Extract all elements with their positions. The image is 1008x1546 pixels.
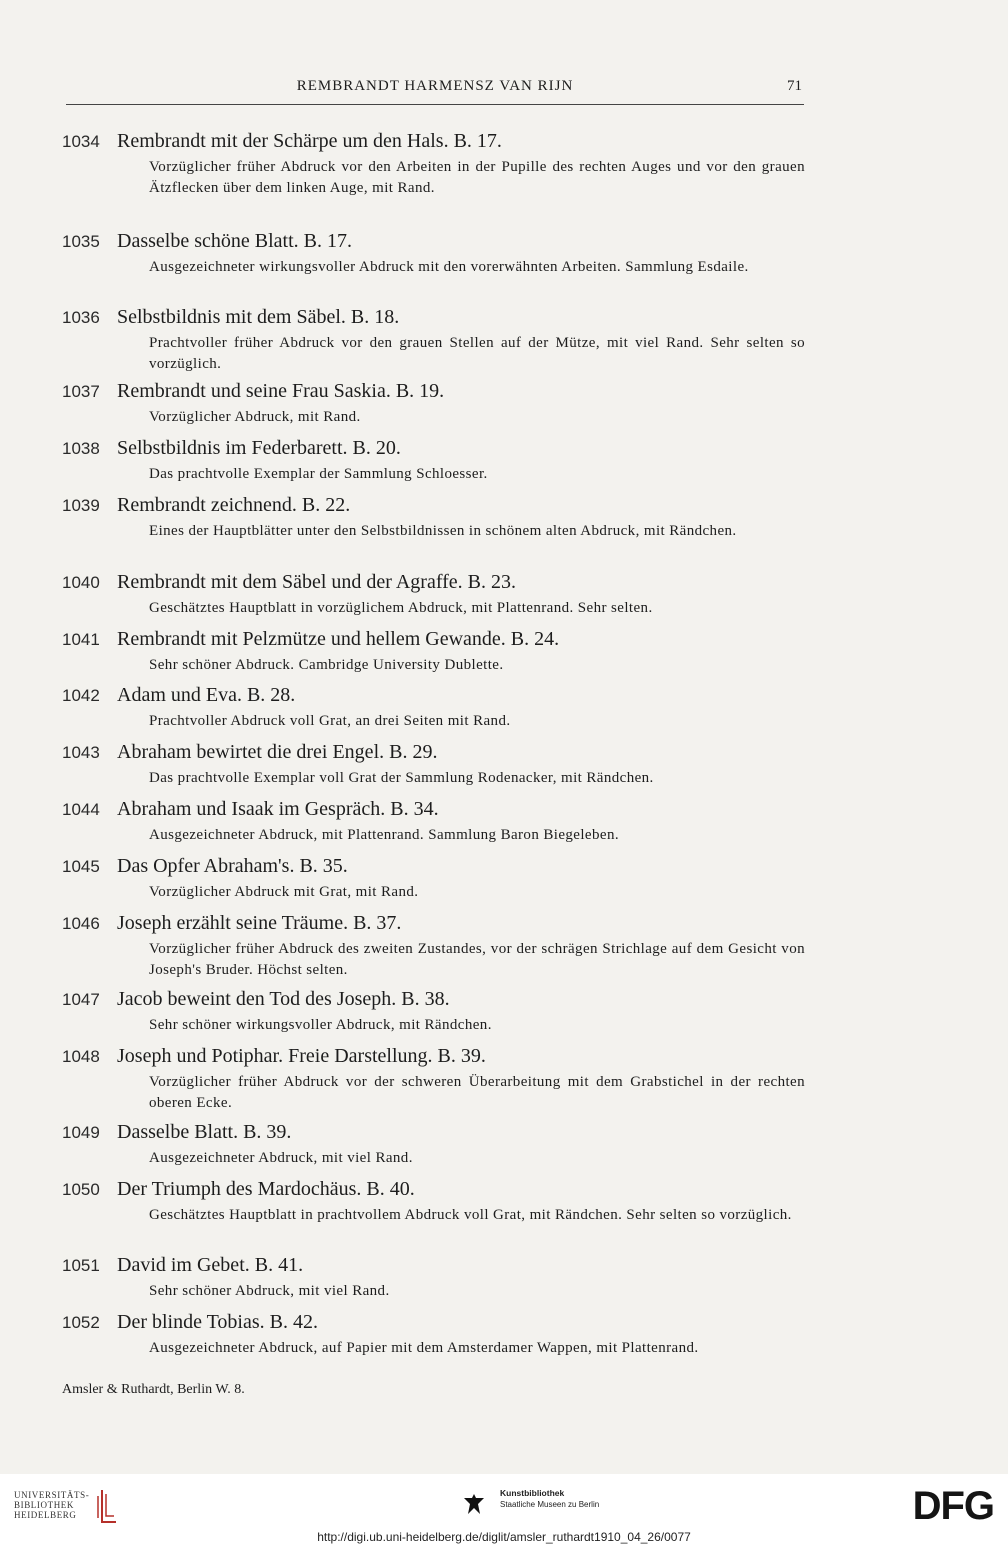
entry-title: Rembrandt mit dem Säbel und der Agraffe. B. 23.: [117, 571, 516, 593]
university-emblem-icon: [92, 1486, 122, 1526]
entry-number: 1052: [62, 1313, 100, 1332]
entry-description: Ausgezeichneter wirkungsvoller Abdruck mit den vorerwähnten Arbeiten. Sammlung Esdaile.: [149, 259, 749, 275]
entry-number: 1034: [62, 132, 100, 151]
entry-title: Jacob beweint den Tod des Joseph. B. 38.: [117, 988, 450, 1010]
running-header: [66, 72, 804, 105]
kunstbibliothek-eagle-icon: [462, 1492, 486, 1516]
entry-number: 1038: [62, 439, 100, 458]
entry-title: David im Gebet. B. 41.: [117, 1254, 304, 1276]
entry-number: 1050: [62, 1180, 100, 1199]
entry-title: Der blinde Tobias. B. 42.: [117, 1311, 318, 1333]
entry-description: Eines der Hauptblätter unter den Selbstbildnissen in schönem alten Abdruck, mit Rändchen.: [149, 523, 737, 539]
entry-title: Rembrandt zeichnend. B. 22.: [117, 494, 351, 516]
entry-title: Abraham bewirtet die drei Engel. B. 29.: [117, 741, 438, 763]
entry-number: 1043: [62, 743, 100, 762]
entry-number: 1048: [62, 1047, 100, 1066]
publisher-imprint: Amsler & Ruthardt, Berlin W. 8.: [62, 1382, 245, 1397]
entry-description: Ausgezeichneter Abdruck, mit Plattenrand. Sammlung Baron Biegeleben.: [149, 827, 619, 843]
entry-title: Joseph und Potiphar. Freie Darstellung. B. 39.: [117, 1045, 486, 1067]
dfg-logo[interactable]: DFG: [912, 1484, 994, 1528]
entry-title: Joseph erzählt seine Träume. B. 37.: [117, 912, 402, 934]
entry-description: Das prachtvolle Exemplar der Sammlung Schloesser.: [149, 466, 488, 482]
entry-description: Geschätztes Hauptblatt in vorzüglichem Abdruck, mit Plattenrand. Sehr selten.: [149, 600, 653, 616]
logo-text-line: HEIDELBERG: [14, 1510, 77, 1520]
entry-number: 1046: [62, 914, 100, 933]
entry-title: Selbstbildnis im Federbarett. B. 20.: [117, 437, 401, 459]
entry-number: 1035: [62, 232, 100, 251]
entry-number: 1049: [62, 1123, 100, 1142]
entry-title: Selbstbildnis mit dem Säbel. B. 18.: [117, 306, 400, 328]
entry-description: Das prachtvolle Exemplar voll Grat der Sammlung Rodenacker, mit Rändchen.: [149, 770, 654, 786]
kb-title: Kunstbibliothek: [500, 1488, 565, 1498]
entry-description: Prachtvoller Abdruck voll Grat, an drei Seiten mit Rand.: [149, 713, 511, 729]
entry-number: 1042: [62, 686, 100, 705]
entry-number: 1037: [62, 382, 100, 401]
page-number: 71: [787, 78, 802, 94]
entry-title: Adam und Eva. B. 28.: [117, 684, 296, 706]
kb-subtitle: Staatliche Museen zu Berlin: [500, 1500, 600, 1509]
entry-description: Vorzüglicher früher Abdruck vor der schweren Überarbeitung mit dem Grabstichel in der rechten oberen Ecke.: [149, 1074, 805, 1111]
entry-description: Vorzüglicher Abdruck, mit Rand.: [149, 409, 361, 425]
entry-number: 1040: [62, 573, 100, 592]
entry-title: Das Opfer Abraham's. B. 35.: [117, 855, 348, 877]
entry-description: Ausgezeichneter Abdruck, auf Papier mit dem Amsterdamer Wappen, mit Plattenrand.: [149, 1340, 699, 1356]
entry-description: Sehr schöner Abdruck. Cambridge University Dublette.: [149, 657, 504, 673]
entry-description: Sehr schöner Abdruck, mit viel Rand.: [149, 1283, 390, 1299]
entry-title: Rembrandt mit Pelzmütze und hellem Gewande. B. 24.: [117, 628, 560, 650]
entry-number: 1047: [62, 990, 100, 1009]
header-title: REMBRANDT HARMENSZ VAN RIJN: [296, 78, 574, 94]
digitization-footer: [0, 1474, 1008, 1546]
entry-number: 1045: [62, 857, 100, 876]
logo-text-line: BIBLIOTHEK: [14, 1500, 74, 1510]
entry-title: Der Triumph des Mardochäus. B. 40.: [117, 1178, 415, 1200]
entry-description: Geschätztes Hauptblatt in prachtvollem Abdruck voll Grat, mit Rändchen. Sehr selten so vorzüglich.: [149, 1207, 792, 1223]
entry-description: Sehr schöner wirkungsvoller Abdruck, mit Rändchen.: [149, 1017, 492, 1033]
entry-title: Dasselbe schöne Blatt. B. 17.: [117, 230, 352, 252]
university-library-logo[interactable]: [14, 1490, 89, 1520]
entry-number: 1051: [62, 1256, 100, 1275]
permalink-url[interactable]: http://digi.ub.uni-heidelberg.de/diglit/amsler_ruthardt1910_04_26/0077: [317, 1530, 691, 1544]
entry-number: 1041: [62, 630, 100, 649]
entry-number: 1036: [62, 308, 100, 327]
entry-title: Rembrandt mit der Schärpe um den Hals. B. 17.: [117, 130, 502, 152]
entry-title: Rembrandt und seine Frau Saskia. B. 19.: [117, 380, 445, 402]
entry-title: Abraham und Isaak im Gespräch. B. 34.: [117, 798, 439, 820]
entry-description: Prachtvoller früher Abdruck vor den grauen Stellen auf der Mütze, mit viel Rand. Sehr selten so vorzüglich.: [149, 335, 805, 372]
entry-description: Vorzüglicher früher Abdruck des zweiten Zustandes, vor der schrägen Strichlage auf dem Gesicht von Joseph's Bruder. Höchst selten.: [149, 941, 805, 978]
entry-description: Vorzüglicher früher Abdruck vor den Arbeiten in der Pupille des rechten Auges und vor den grauen Ätzflecken über dem linken Auge, mit Rand.: [149, 159, 805, 196]
entry-description: Vorzüglicher Abdruck mit Grat, mit Rand.: [149, 884, 419, 900]
entry-number: 1039: [62, 496, 100, 515]
entry-description: Ausgezeichneter Abdruck, mit viel Rand.: [149, 1150, 413, 1166]
logo-text-line: UNIVERSITÄTS-: [14, 1490, 90, 1500]
entry-title: Dasselbe Blatt. B. 39.: [117, 1121, 292, 1143]
kunstbibliothek-logo[interactable]: [500, 1488, 599, 1510]
entry-number: 1044: [62, 800, 100, 819]
